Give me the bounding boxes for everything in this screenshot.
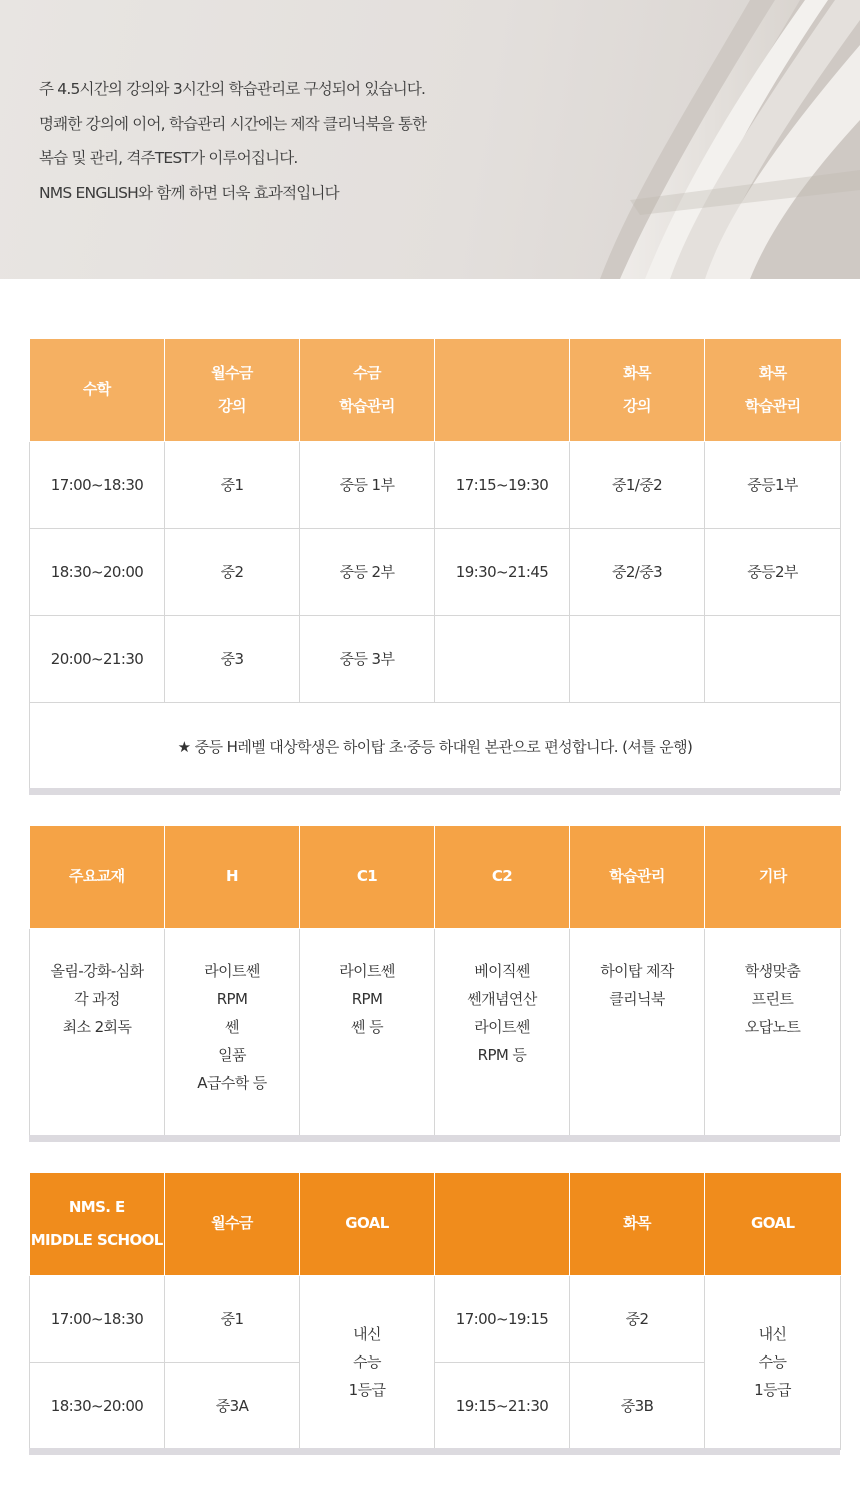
intro-line: 복습 및 관리, 격주TEST가 이루어집니다.: [39, 149, 298, 167]
cell-grade: 중1: [165, 1275, 300, 1362]
header-tt-management: 화목 학습관리: [705, 339, 841, 441]
cell-session: 중등 2부: [300, 528, 435, 615]
cell-session: 중등 1부: [300, 441, 435, 528]
header-goal: GOAL: [300, 1173, 435, 1275]
intro-line: 명쾌한 강의에 이어, 학습관리 시간에는 제작 클리닉북을 통한: [39, 114, 427, 133]
header-etc: 기타: [705, 826, 841, 928]
materials-header-row: [30, 826, 841, 928]
header-mwf-lecture: 월수금 강의: [165, 339, 300, 441]
header-h: H: [165, 826, 300, 928]
cell-session: 중등1부: [705, 441, 841, 528]
header-tt-lecture: 화목 강의: [570, 339, 705, 441]
intro-line: NMS ENGLISH와 함께 하면 더욱 효과적입니다: [39, 183, 339, 202]
cell-c2: 베이직쎈 쎈개념연산 라이트쎈 RPM 등: [435, 928, 570, 1135]
header-goal: GOAL: [705, 1173, 841, 1275]
intro-banner: [0, 0, 860, 279]
middle-school-header-row: [30, 1173, 841, 1275]
table-row: [30, 441, 841, 528]
header-c1: C1: [300, 826, 435, 928]
cell-time: 17:15~19:30: [435, 441, 570, 528]
header-subject: 수학: [30, 339, 165, 441]
cell-grade: 중1: [165, 441, 300, 528]
cell-etc: 학생맞춤 프린트 오답노트: [705, 928, 841, 1135]
table-row: [30, 928, 841, 1135]
cell-grade: 중3B: [570, 1362, 705, 1449]
cell-session: [705, 615, 841, 702]
table-bottom-bar: [29, 788, 840, 795]
intro-line: 주 4.5시간의 강의와 3시간의 학습관리로 구성되어 있습니다.: [39, 80, 426, 98]
cell-time: 17:00~18:30: [30, 1275, 165, 1362]
table-row: [30, 528, 841, 615]
header-management: 학습관리: [570, 826, 705, 928]
intro-text: [39, 72, 426, 210]
table-bottom-bar: [29, 1448, 840, 1455]
cell-time: [435, 615, 570, 702]
table-bottom-bar: [29, 1135, 840, 1142]
cell-grade: 중3A: [165, 1362, 300, 1449]
cell-h: 라이트쎈 RPM 쎈 일품 A급수학 등: [165, 928, 300, 1135]
cell-time: 18:30~20:00: [30, 528, 165, 615]
cell-goal: 내신 수능 1등급: [300, 1275, 435, 1449]
cell-main-textbook: 올림-강화-심화 각 과정 최소 2회독: [30, 928, 165, 1135]
materials-table: [29, 826, 841, 1136]
cell-session: 중등 3부: [300, 615, 435, 702]
cell-c1: 라이트쎈 RPM 쎈 등: [300, 928, 435, 1135]
cell-time: 19:30~21:45: [435, 528, 570, 615]
cell-session: 중등2부: [705, 528, 841, 615]
middle-school-table: [29, 1173, 841, 1450]
cell-time: 18:30~20:00: [30, 1362, 165, 1449]
header-blank: [435, 1173, 570, 1275]
cell-grade: 중2/중3: [570, 528, 705, 615]
schedule-note: ★ 중등 H레벨 대상학생은 하이탑 초·중등 하대원 본관으로 편성합니다. (셔틀 운행): [30, 702, 841, 790]
note-row: [30, 702, 841, 790]
header-mwf: 월수금: [165, 1173, 300, 1275]
table-row: [30, 1275, 841, 1362]
cell-time: 20:00~21:30: [30, 615, 165, 702]
header-tt: 화목: [570, 1173, 705, 1275]
cell-grade: 중2: [165, 528, 300, 615]
cell-time: 17:00~18:30: [30, 441, 165, 528]
header-wf-management: 수금 학습관리: [300, 339, 435, 441]
cell-time: 17:00~19:15: [435, 1275, 570, 1362]
cell-grade: [570, 615, 705, 702]
schedule-header-row: [30, 339, 841, 441]
cell-time: 19:15~21:30: [435, 1362, 570, 1449]
cell-goal: 내신 수능 1등급: [705, 1275, 841, 1449]
cell-grade: 중1/중2: [570, 441, 705, 528]
schedule-table: [29, 339, 841, 791]
table-row: [30, 615, 841, 702]
header-c2: C2: [435, 826, 570, 928]
header-blank: [435, 339, 570, 441]
header-main-textbook: 주요교재: [30, 826, 165, 928]
header-nms-middle-school: NMS. E MIDDLE SCHOOL: [30, 1173, 165, 1275]
cell-grade: 중2: [570, 1275, 705, 1362]
cell-grade: 중3: [165, 615, 300, 702]
cell-management: 하이탑 제작 클리닉북: [570, 928, 705, 1135]
open-book-image: [560, 0, 860, 279]
